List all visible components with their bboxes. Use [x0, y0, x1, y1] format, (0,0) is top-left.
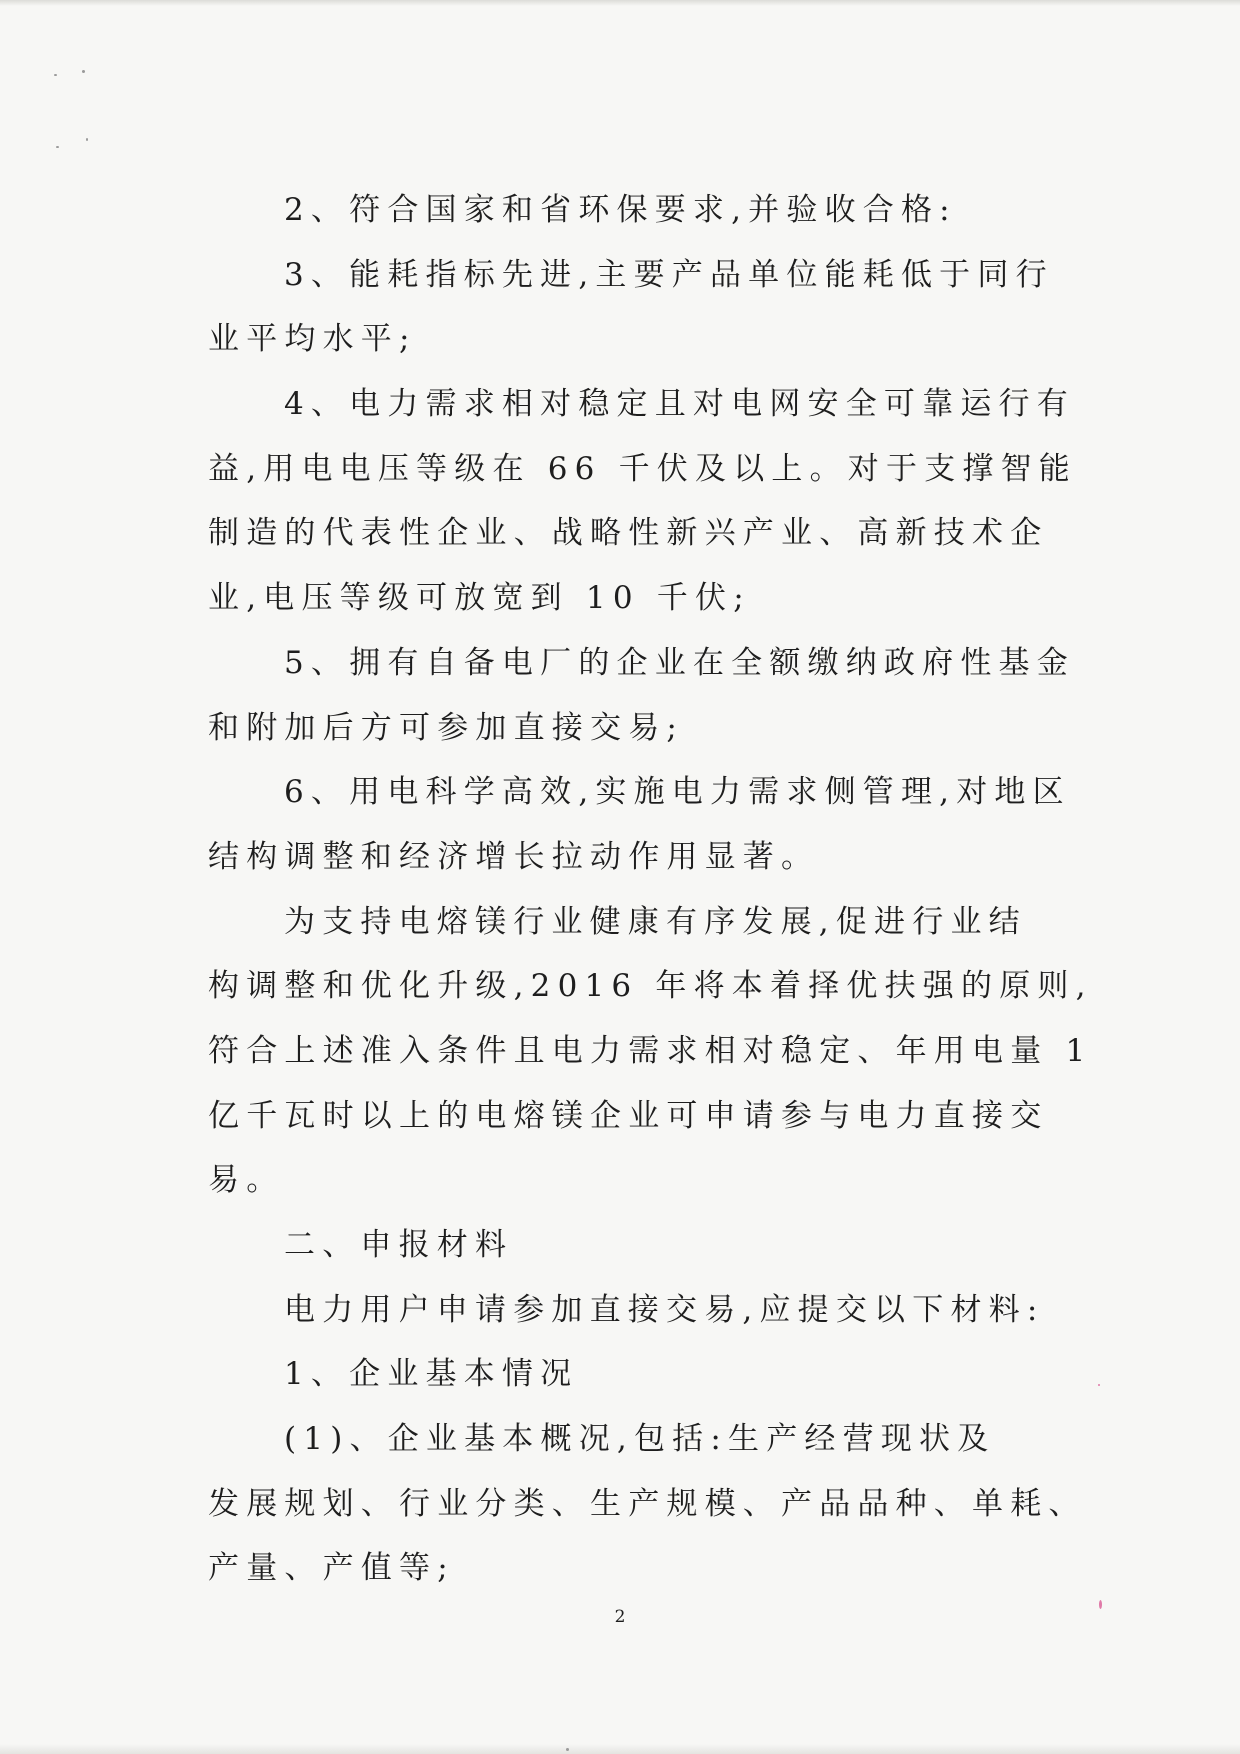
scan-speck	[86, 138, 88, 141]
scan-speck	[1098, 1384, 1100, 1386]
text-line: 结构调整和经济增长拉动作用显著。	[208, 838, 820, 875]
text-line: 制造的代表性企业、战略性新兴产业、高新技术企	[208, 515, 1049, 552]
scan-speck	[566, 1748, 569, 1751]
text-line: 为支持电熔镁行业健康有序发展,促进行业结	[284, 903, 1027, 940]
text-line: 发展规划、行业分类、生产规模、产品品种、单耗、	[208, 1485, 1087, 1522]
text-line: 1、企业基本情况	[284, 1356, 579, 1393]
text-line: 5、拥有自备电厂的企业在全额缴纳政府性基金	[284, 644, 1075, 681]
text-line: 电力用户申请参加直接交易,应提交以下材料:	[284, 1291, 1045, 1328]
text-line: 业平均水平;	[208, 321, 417, 358]
text-line: 益,用电电压等级在 66 千伏及以上。对于支撑智能	[208, 450, 1078, 487]
text-line: (1)、企业基本概况,包括:生产经营现状及	[284, 1421, 996, 1458]
scan-speck	[56, 146, 59, 148]
text-line: 构调整和优化升级,2016 年将本着择优扶强的原则,	[208, 968, 1093, 1005]
section-heading: 二、申报材料	[284, 1227, 514, 1263]
scan-speck	[54, 74, 57, 76]
scan-speck	[82, 70, 85, 73]
scan-edge-bottom	[0, 1744, 1240, 1754]
text-line: 符合上述准入条件且电力需求相对稳定、年用电量 1	[208, 1032, 1093, 1069]
scan-edge-top	[0, 0, 1240, 6]
text-line: 2、符合国家和省环保要求,并验收合格:	[284, 192, 957, 228]
body-text	[208, 178, 1093, 1601]
text-line: 业,电压等级可放宽到 10 千伏;	[208, 580, 751, 617]
text-line: 3、能耗指标先进,主要产品单位能耗低于同行	[284, 256, 1054, 293]
text-line: 4、电力需求相对稳定且对电网安全可靠运行有	[284, 386, 1075, 423]
text-line: 亿千瓦时以上的电熔镁企业可申请参与电力直接交	[208, 1097, 1049, 1134]
text-line: 易。	[208, 1162, 285, 1199]
text-line: 产量、产值等;	[208, 1550, 455, 1587]
page-number: 2	[614, 1607, 626, 1627]
text-line: 6、用电科学高效,实施电力需求侧管理,对地区	[284, 774, 1071, 811]
text-line: 和附加后方可参加直接交易;	[208, 709, 685, 746]
